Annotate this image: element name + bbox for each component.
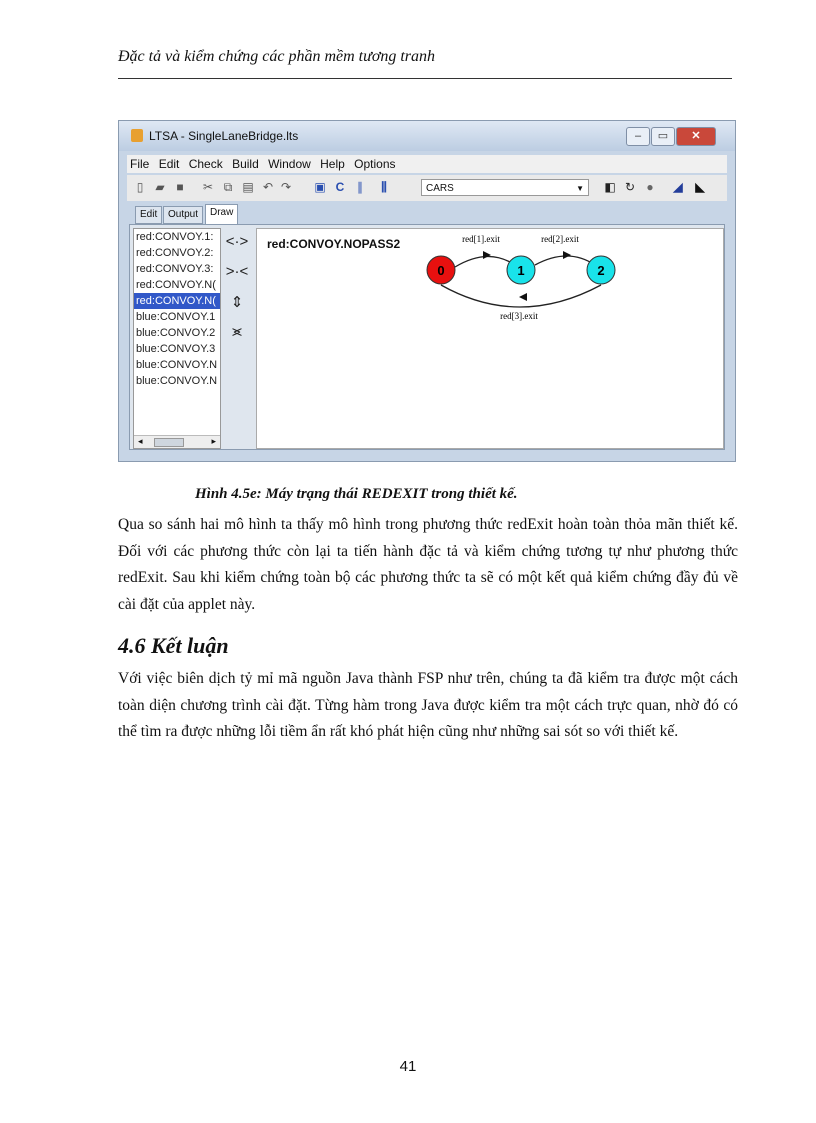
scroll-right-icon[interactable]: ▸ bbox=[211, 436, 216, 446]
chevron-down-icon: ▼ bbox=[576, 184, 584, 193]
edge-label-1-2: red[2].exit bbox=[541, 234, 579, 244]
compile-icon[interactable]: C bbox=[335, 180, 345, 194]
menu-check[interactable]: Check bbox=[188, 157, 223, 171]
menu-options[interactable]: Options bbox=[354, 157, 396, 171]
tab-draw[interactable]: Draw bbox=[205, 204, 238, 224]
menu-file[interactable]: File bbox=[130, 157, 150, 171]
list-item[interactable]: blue:CONVOY.N bbox=[136, 359, 218, 371]
paragraph-2: Với việc biên dịch tỷ mỉ mã nguồn Java thành FSP như trên, chúng ta đã kiểm tra được một cách toàn diện chương trình cài đặt. Từng hàm trong Java được kiểm tra một cách trực quan, nhờ đó có thể tìm ra được những lỗi tiềm ẩn rất khó phát hiện cũng như những sai sót so với thiết kế. bbox=[118, 670, 738, 740]
ltsa-window bbox=[118, 120, 736, 462]
arrow-2-0 bbox=[519, 293, 527, 301]
tab-output[interactable]: Output bbox=[163, 206, 203, 224]
shrink-horizontal-icon[interactable]: >·< bbox=[225, 263, 249, 280]
list-item[interactable]: red:CONVOY.N( bbox=[136, 279, 216, 291]
list-item[interactable]: red:CONVOY.1: bbox=[136, 231, 214, 243]
zoom-tools bbox=[224, 233, 250, 353]
arrow-0-1 bbox=[483, 251, 491, 259]
window-title: LTSA - SingleLaneBridge.lts bbox=[149, 129, 299, 143]
stop-icon[interactable]: ● bbox=[646, 180, 654, 194]
state-2-label: 2 bbox=[597, 263, 605, 278]
target-combo[interactable] bbox=[421, 179, 589, 196]
minimize-button[interactable]: – bbox=[626, 127, 650, 146]
running-header: Đặc tả và kiểm chứng các phần mềm tương tranh bbox=[118, 48, 436, 65]
menu-window[interactable]: Window bbox=[268, 157, 311, 171]
menu-build[interactable]: Build bbox=[232, 157, 259, 171]
menu-help[interactable]: Help bbox=[320, 157, 345, 171]
menu-edit[interactable]: Edit bbox=[158, 157, 180, 171]
progress-check-icon[interactable]: ↻ bbox=[624, 180, 636, 194]
safety-check-icon[interactable]: ◧ bbox=[604, 180, 616, 194]
minimise-icon[interactable]: ⫼ bbox=[381, 180, 387, 194]
horizontal-scrollbar[interactable] bbox=[134, 435, 220, 448]
list-item[interactable]: blue:CONVOY.1 bbox=[136, 311, 216, 323]
new-file-icon[interactable]: ▯ bbox=[136, 180, 144, 194]
edge-0-1 bbox=[455, 256, 515, 267]
copy-icon[interactable]: ⧉ bbox=[223, 180, 233, 194]
toolbar bbox=[127, 175, 727, 201]
shrink-vertical-icon[interactable]: ⪤ bbox=[232, 323, 242, 340]
scroll-thumb[interactable] bbox=[154, 438, 184, 447]
list-item[interactable]: blue:CONVOY.3 bbox=[136, 343, 216, 355]
cut-icon[interactable]: ✂ bbox=[202, 180, 214, 194]
stretch-horizontal-icon[interactable]: <·> bbox=[225, 233, 249, 250]
animator-icon[interactable]: ◣ bbox=[695, 180, 705, 194]
process-list bbox=[133, 228, 221, 449]
state-0-label: 0 bbox=[437, 263, 445, 278]
diagram-title: red:CONVOY.NOPASS2 bbox=[267, 237, 401, 251]
title-bar[interactable] bbox=[119, 121, 735, 151]
arrow-1-2 bbox=[563, 251, 571, 259]
draw-pane bbox=[129, 224, 725, 450]
list-item[interactable]: blue:CONVOY.2 bbox=[136, 327, 216, 339]
java-app-icon bbox=[131, 129, 143, 142]
compose-icon[interactable]: ∥ bbox=[357, 180, 363, 194]
paragraph-1: Qua so sánh hai mô hình ta thấy mô hình trong phương thức redExit hoàn toàn thỏa mãn thiết kế. Đối với các phương thức còn lại ta tiến hành đặc tả và kiểm chứng tương tự như phương thức redExit. Sau khi kiểm chứng toàn bộ các phương thức ta sẽ có một kết quả kiểm chứng đầy đủ về cài đặt của applet này. bbox=[118, 516, 738, 613]
page-number: 41 bbox=[399, 1058, 417, 1075]
save-icon[interactable]: ■ bbox=[176, 180, 184, 194]
paste-icon[interactable]: ▤ bbox=[242, 180, 254, 194]
parse-icon[interactable]: ▣ bbox=[314, 180, 326, 194]
state-1-label: 1 bbox=[517, 263, 525, 278]
combo-value: CARS bbox=[426, 183, 454, 194]
stretch-vertical-icon[interactable]: ⇕ bbox=[230, 294, 244, 311]
tab-edit[interactable]: Edit bbox=[135, 206, 162, 224]
undo-icon[interactable]: ↶ bbox=[262, 180, 274, 194]
close-button[interactable]: ✕ bbox=[676, 127, 716, 146]
list-item[interactable]: blue:CONVOY.N bbox=[136, 375, 218, 387]
menu-bar bbox=[127, 155, 727, 173]
list-item[interactable]: red:CONVOY.3: bbox=[136, 263, 214, 275]
header-rule bbox=[118, 78, 732, 79]
list-item-selected[interactable]: red:CONVOY.N( bbox=[134, 293, 220, 309]
alphabet-icon[interactable]: ◢ bbox=[673, 180, 683, 194]
edge-label-0-1: red[1].exit bbox=[462, 234, 500, 244]
open-folder-icon[interactable]: ▰ bbox=[155, 180, 165, 194]
section-heading: 4.6 Kết luận bbox=[118, 633, 229, 658]
state-diagram bbox=[257, 229, 723, 448]
edge-label-2-0: red[3].exit bbox=[500, 311, 538, 321]
lts-canvas bbox=[256, 228, 724, 449]
figure-caption: Hình 4.5e: Máy trạng thái REDEXIT trong thiết kế. bbox=[195, 486, 518, 502]
scroll-left-icon[interactable]: ◂ bbox=[138, 436, 143, 446]
maximize-button[interactable]: ▭ bbox=[651, 127, 675, 146]
redo-icon[interactable]: ↷ bbox=[280, 180, 292, 194]
list-item[interactable]: red:CONVOY.2: bbox=[136, 247, 214, 259]
